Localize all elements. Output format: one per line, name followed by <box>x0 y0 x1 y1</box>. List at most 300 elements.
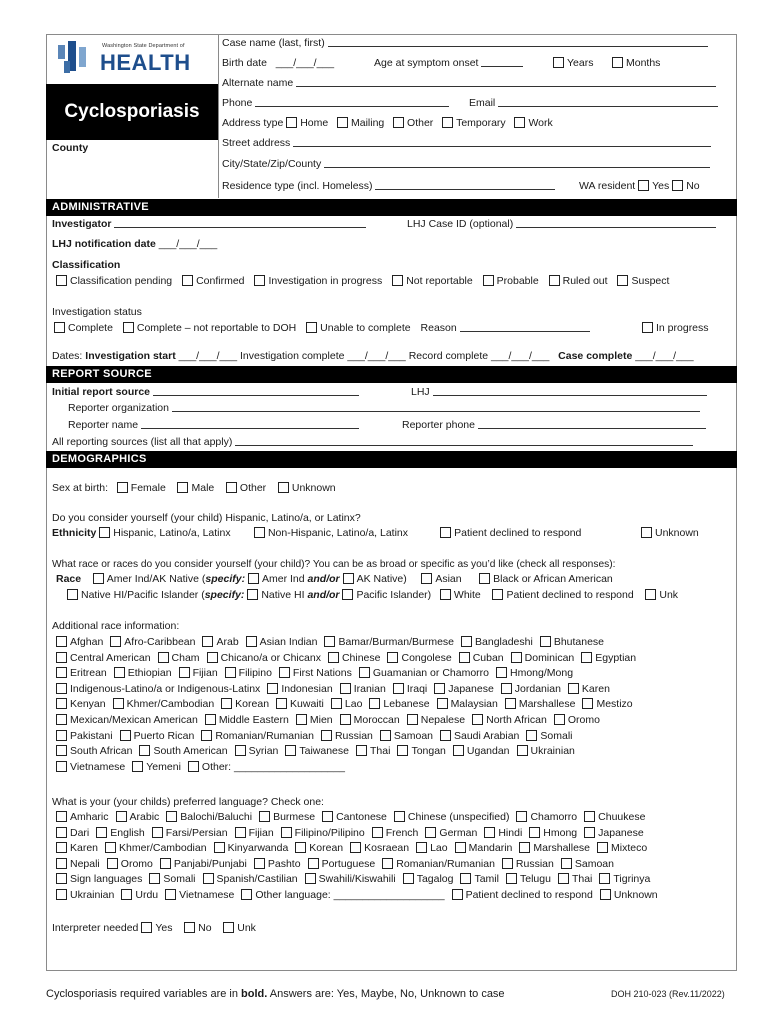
checkbox[interactable] <box>56 667 67 678</box>
race-additional-option[interactable] <box>437 698 498 710</box>
birth-date-field[interactable]: Birth date ___/___/___ <box>222 57 335 69</box>
language-option[interactable] <box>121 889 158 901</box>
race-additional-option[interactable] <box>56 683 260 695</box>
checkbox[interactable] <box>393 683 404 694</box>
race-additional-option[interactable] <box>246 636 318 648</box>
language-label: Hindi <box>498 826 523 839</box>
address-temporary-checkbox[interactable] <box>442 117 453 128</box>
status-in-progress-checkbox[interactable] <box>642 322 653 333</box>
race-additional-option[interactable] <box>179 667 218 679</box>
language-option[interactable] <box>165 889 234 901</box>
language-option[interactable] <box>455 842 513 854</box>
checkbox[interactable] <box>461 636 472 647</box>
checkbox[interactable] <box>113 698 124 709</box>
checkbox[interactable] <box>322 811 333 822</box>
checkbox[interactable] <box>526 730 537 741</box>
classification-confirmed-checkbox[interactable] <box>182 275 193 286</box>
lhj-case-id-field[interactable]: LHJ Case ID (optional) <box>407 218 716 231</box>
race-nh-pi-checkbox[interactable] <box>67 589 78 600</box>
checkbox[interactable] <box>407 714 418 725</box>
checkbox[interactable] <box>160 858 171 869</box>
checkbox[interactable] <box>214 842 225 853</box>
checkbox[interactable] <box>340 683 351 694</box>
checkbox[interactable] <box>517 745 528 756</box>
race-additional-option[interactable] <box>461 636 533 648</box>
street-address-field[interactable]: Street address <box>222 137 711 150</box>
language-option[interactable] <box>558 873 592 885</box>
checkbox[interactable] <box>460 873 471 884</box>
race-ak-native-checkbox[interactable] <box>343 573 354 584</box>
race-additional-option[interactable] <box>321 730 373 742</box>
race-pacific-checkbox[interactable] <box>342 589 353 600</box>
checkbox[interactable] <box>484 827 495 838</box>
checkbox[interactable] <box>207 652 218 663</box>
email-field[interactable]: Email <box>469 97 718 110</box>
checkbox[interactable] <box>116 811 127 822</box>
language-option[interactable] <box>584 827 644 839</box>
checkbox[interactable] <box>356 745 367 756</box>
language-option[interactable] <box>561 858 614 870</box>
checkbox[interactable] <box>296 714 307 725</box>
checkbox[interactable] <box>540 636 551 647</box>
investigation-start-date[interactable]: ___/___/___ <box>178 350 238 362</box>
language-option[interactable] <box>600 889 658 901</box>
race-additional-option[interactable] <box>139 745 227 757</box>
race-additional-option[interactable] <box>554 714 600 726</box>
language-option[interactable] <box>149 873 195 885</box>
checkbox[interactable] <box>105 842 116 853</box>
checkbox[interactable] <box>225 667 236 678</box>
checkbox[interactable] <box>308 858 319 869</box>
checkbox[interactable] <box>321 730 332 741</box>
language-option[interactable] <box>152 827 228 839</box>
investigator-field[interactable]: Investigator <box>52 218 366 231</box>
ethnicity-non-hispanic-checkbox[interactable] <box>254 527 265 538</box>
checkbox[interactable] <box>382 858 393 869</box>
checkbox[interactable] <box>472 714 483 725</box>
checkbox[interactable] <box>455 842 466 853</box>
language-option[interactable] <box>295 842 343 854</box>
race-additional-option[interactable] <box>132 761 181 773</box>
status-not-reportable-checkbox[interactable] <box>123 322 134 333</box>
checkbox[interactable] <box>56 858 67 869</box>
race-additional-option[interactable] <box>235 745 279 757</box>
months-checkbox[interactable]: Months <box>612 57 660 70</box>
sex-male-checkbox[interactable] <box>177 482 188 493</box>
checkbox[interactable] <box>582 698 593 709</box>
residence-type-field[interactable]: Residence type (incl. Homeless) <box>222 180 555 193</box>
checkbox[interactable] <box>437 698 448 709</box>
years-checkbox[interactable]: Years <box>553 57 593 70</box>
race-additional-option[interactable] <box>328 652 381 664</box>
record-complete-date[interactable]: ___/___/___ <box>491 350 550 362</box>
race-additional-option[interactable] <box>158 652 200 664</box>
language-option[interactable] <box>116 811 160 823</box>
race-additional-option[interactable] <box>113 698 215 710</box>
wa-resident-yes-checkbox[interactable] <box>638 180 649 191</box>
race-additional-label: Filipino <box>238 667 272 680</box>
checkbox[interactable] <box>403 873 414 884</box>
race-additional-option[interactable] <box>581 652 636 664</box>
checkbox[interactable] <box>600 889 611 900</box>
checkbox[interactable] <box>380 730 391 741</box>
race-additional-option[interactable] <box>285 745 349 757</box>
race-additional-option[interactable] <box>56 698 106 710</box>
checkbox[interactable] <box>305 873 316 884</box>
race-additional-option[interactable] <box>496 667 573 679</box>
language-option[interactable] <box>506 873 551 885</box>
race-additional-option[interactable] <box>387 652 451 664</box>
race-additional-option[interactable] <box>56 652 151 664</box>
language-option[interactable] <box>322 811 387 823</box>
checkbox[interactable] <box>372 827 383 838</box>
race-additional-option[interactable] <box>56 667 107 679</box>
language-option[interactable] <box>382 858 495 870</box>
language-option[interactable] <box>425 827 477 839</box>
case-complete-date[interactable]: ___/___/___ <box>635 350 694 362</box>
checkbox[interactable] <box>165 889 176 900</box>
race-additional-option[interactable] <box>114 667 172 679</box>
race-additional-option[interactable] <box>582 698 632 710</box>
address-home-checkbox[interactable] <box>286 117 297 128</box>
case-name-field[interactable]: Case name (last, first) <box>222 37 708 50</box>
checkbox[interactable] <box>241 889 252 900</box>
checkbox[interactable] <box>496 667 507 678</box>
interpreter-unk-checkbox[interactable] <box>223 922 234 933</box>
language-option[interactable] <box>214 842 289 854</box>
checkbox[interactable] <box>56 761 67 772</box>
phone-field[interactable]: Phone <box>222 97 449 110</box>
checkbox[interactable] <box>295 842 306 853</box>
checkbox[interactable] <box>584 827 595 838</box>
checkbox[interactable] <box>434 683 445 694</box>
checkbox[interactable] <box>584 811 595 822</box>
language-option[interactable] <box>416 842 448 854</box>
checkbox[interactable] <box>110 636 121 647</box>
race-additional-option[interactable] <box>279 667 352 679</box>
language-option[interactable] <box>105 842 207 854</box>
checkbox[interactable] <box>152 827 163 838</box>
language-option[interactable] <box>203 873 298 885</box>
checkbox[interactable] <box>285 745 296 756</box>
checkbox[interactable] <box>397 745 408 756</box>
status-in-progress[interactable]: In progress <box>642 322 709 335</box>
checkbox[interactable] <box>56 842 67 853</box>
checkbox[interactable] <box>149 873 160 884</box>
status-unable-checkbox[interactable] <box>306 322 317 333</box>
checkbox[interactable] <box>56 811 67 822</box>
race-additional-label: Pakistani <box>70 729 113 742</box>
race-additional-option[interactable] <box>56 761 125 773</box>
checkbox[interactable] <box>502 858 513 869</box>
all-reporting-sources-field[interactable]: All reporting sources (list all that apply) <box>52 436 693 449</box>
language-option[interactable] <box>460 873 499 885</box>
race-additional-option[interactable] <box>202 636 238 648</box>
race-additional-option[interactable] <box>56 714 198 726</box>
checkbox[interactable] <box>350 842 361 853</box>
checkbox[interactable] <box>121 889 132 900</box>
race-additional-option[interactable] <box>56 730 113 742</box>
classification-probable-checkbox[interactable] <box>483 275 494 286</box>
lhj-field[interactable]: LHJ <box>411 386 707 399</box>
checkbox[interactable] <box>179 667 190 678</box>
race-additional-option[interactable] <box>324 636 454 648</box>
checkbox[interactable] <box>501 683 512 694</box>
checkbox[interactable] <box>56 636 67 647</box>
checkbox[interactable] <box>56 730 67 741</box>
sex-other-checkbox[interactable] <box>226 482 237 493</box>
ethnicity-declined-checkbox[interactable] <box>440 527 451 538</box>
race-additional-option[interactable] <box>267 683 332 695</box>
language-option[interactable] <box>372 827 419 839</box>
race-additional-option[interactable] <box>356 745 390 757</box>
checkbox[interactable] <box>416 842 427 853</box>
checkbox[interactable] <box>331 698 342 709</box>
lhj-notification-date-field[interactable]: LHJ notification date ___/___/___ <box>52 238 218 250</box>
race-additional-option[interactable] <box>340 683 386 695</box>
race-additional-option[interactable] <box>472 714 547 726</box>
checkbox[interactable] <box>359 667 370 678</box>
language-option[interactable] <box>394 811 510 823</box>
language-option[interactable] <box>56 873 142 885</box>
checkbox[interactable] <box>558 873 569 884</box>
language-option[interactable] <box>350 842 409 854</box>
checkbox[interactable] <box>139 745 150 756</box>
language-option[interactable] <box>502 858 554 870</box>
race-additional-option[interactable] <box>331 698 363 710</box>
race-additional-option[interactable] <box>340 714 400 726</box>
ethnicity-unknown[interactable]: Unknown <box>641 527 699 540</box>
classification-ruled-out-checkbox[interactable] <box>549 275 560 286</box>
classification-investigation-checkbox[interactable] <box>254 275 265 286</box>
checkbox[interactable] <box>529 827 540 838</box>
language-option[interactable] <box>308 858 376 870</box>
address-mailing-checkbox[interactable] <box>337 117 348 128</box>
language-option[interactable] <box>599 873 650 885</box>
checkbox[interactable] <box>561 858 572 869</box>
language-option[interactable] <box>56 842 98 854</box>
checkbox[interactable] <box>279 667 290 678</box>
race-additional-option[interactable] <box>207 652 321 664</box>
language-option[interactable] <box>56 858 100 870</box>
race-additional-option[interactable] <box>517 745 575 757</box>
language-option[interactable] <box>107 858 153 870</box>
checkbox[interactable] <box>221 698 232 709</box>
race-amer-ind-checkbox[interactable] <box>93 573 104 584</box>
ethnicity-unknown-checkbox[interactable] <box>641 527 652 538</box>
race-additional-option[interactable] <box>434 683 494 695</box>
language-option[interactable] <box>452 889 593 901</box>
language-option[interactable] <box>529 827 577 839</box>
alternate-name-field[interactable]: Alternate name <box>222 77 716 90</box>
checkbox[interactable] <box>202 636 213 647</box>
checkbox[interactable] <box>235 745 246 756</box>
race-additional-option[interactable] <box>56 745 132 757</box>
checkbox[interactable] <box>246 636 257 647</box>
race-amer-ind-specific-checkbox[interactable] <box>248 573 259 584</box>
reporter-name-field[interactable]: Reporter name <box>68 419 359 432</box>
initial-report-source-field[interactable]: Initial report source <box>52 386 359 399</box>
race-declined-checkbox[interactable] <box>492 589 503 600</box>
checkbox[interactable] <box>387 652 398 663</box>
checkbox[interactable] <box>612 57 623 68</box>
checkbox[interactable] <box>568 683 579 694</box>
checkbox[interactable] <box>425 827 436 838</box>
language-option[interactable] <box>597 842 647 854</box>
checkbox[interactable] <box>340 714 351 725</box>
checkbox[interactable] <box>56 889 67 900</box>
interpreter-no-checkbox[interactable] <box>184 922 195 933</box>
checkbox[interactable] <box>56 652 67 663</box>
checkbox[interactable] <box>201 730 212 741</box>
checkbox[interactable] <box>516 811 527 822</box>
language-option[interactable] <box>96 827 144 839</box>
race-additional-option[interactable] <box>440 730 519 742</box>
race-additional-option[interactable] <box>393 683 427 695</box>
checkbox[interactable] <box>324 636 335 647</box>
checkbox[interactable] <box>581 652 592 663</box>
language-label: Pashto <box>267 857 301 870</box>
race-additional-option[interactable] <box>188 761 345 773</box>
language-option[interactable] <box>235 827 274 839</box>
ethnicity-hispanic-checkbox[interactable] <box>99 527 110 538</box>
checkbox[interactable] <box>114 667 125 678</box>
reporter-organization-field[interactable]: Reporter organization <box>68 402 700 415</box>
language-option[interactable] <box>519 842 590 854</box>
checkbox[interactable] <box>56 745 67 756</box>
sex-female-checkbox[interactable] <box>117 482 128 493</box>
language-option[interactable] <box>254 858 301 870</box>
checkbox[interactable] <box>56 698 67 709</box>
classification-pending-checkbox[interactable] <box>56 275 67 286</box>
checkbox[interactable] <box>259 811 270 822</box>
race-additional-option[interactable] <box>359 667 489 679</box>
checkbox[interactable] <box>459 652 470 663</box>
reason-field[interactable] <box>460 322 590 332</box>
checkbox[interactable] <box>511 652 522 663</box>
age-onset-field[interactable]: Age at symptom onset <box>374 57 523 70</box>
checkbox[interactable] <box>554 714 565 725</box>
race-additional-option[interactable] <box>380 730 433 742</box>
address-other-checkbox[interactable] <box>393 117 404 128</box>
race-white-checkbox[interactable] <box>440 589 451 600</box>
race-additional-option[interactable] <box>225 667 272 679</box>
checkbox[interactable] <box>599 873 610 884</box>
language-option[interactable] <box>56 827 89 839</box>
checkbox[interactable] <box>281 827 292 838</box>
language-option[interactable] <box>259 811 315 823</box>
language-option[interactable] <box>160 858 247 870</box>
checkbox[interactable] <box>132 761 143 772</box>
race-additional-option[interactable] <box>276 698 324 710</box>
checkbox[interactable] <box>254 858 265 869</box>
checkbox[interactable] <box>56 714 67 725</box>
checkbox[interactable] <box>394 811 405 822</box>
checkbox[interactable] <box>505 698 516 709</box>
language-option[interactable] <box>56 889 114 901</box>
status-complete-checkbox[interactable] <box>54 322 65 333</box>
language-option[interactable] <box>56 811 109 823</box>
sex-unknown-checkbox[interactable] <box>278 482 289 493</box>
race-additional-option[interactable] <box>501 683 561 695</box>
race-asian-checkbox[interactable] <box>421 573 432 584</box>
race-additional-option[interactable] <box>568 683 610 695</box>
race-additional-option[interactable] <box>397 745 445 757</box>
checkbox[interactable] <box>328 652 339 663</box>
checkbox[interactable] <box>267 683 278 694</box>
checkbox[interactable] <box>166 811 177 822</box>
race-additional-option[interactable] <box>296 714 333 726</box>
race-additional-option[interactable] <box>511 652 575 664</box>
checkbox[interactable] <box>506 873 517 884</box>
race-additional-option[interactable] <box>407 714 465 726</box>
checkbox[interactable] <box>107 858 118 869</box>
race-additional-option[interactable] <box>221 698 269 710</box>
checkbox[interactable] <box>452 889 463 900</box>
county-label[interactable]: County <box>52 142 89 154</box>
checkbox[interactable] <box>235 827 246 838</box>
language-option[interactable] <box>166 811 252 823</box>
race-additional-option[interactable] <box>526 730 572 742</box>
classification-not-reportable-checkbox[interactable] <box>392 275 403 286</box>
wa-resident-no-checkbox[interactable] <box>672 180 683 191</box>
race-additional-option[interactable] <box>201 730 314 742</box>
race-additional-option[interactable] <box>56 636 103 648</box>
race-additional-option[interactable] <box>205 714 289 726</box>
language-option[interactable] <box>584 811 645 823</box>
checkbox[interactable] <box>188 761 199 772</box>
classification-suspect-checkbox[interactable] <box>617 275 628 286</box>
checkbox[interactable] <box>56 683 67 694</box>
language-option[interactable] <box>241 889 444 901</box>
race-additional-option[interactable] <box>540 636 604 648</box>
race-additional-option[interactable] <box>453 745 510 757</box>
checkbox[interactable] <box>203 873 214 884</box>
checkbox[interactable] <box>56 873 67 884</box>
checkbox[interactable] <box>120 730 131 741</box>
language-option[interactable] <box>305 873 396 885</box>
checkbox[interactable] <box>440 730 451 741</box>
race-additional-option[interactable] <box>505 698 576 710</box>
checkbox[interactable] <box>553 57 564 68</box>
reporter-phone-field[interactable]: Reporter phone <box>402 419 706 432</box>
checkbox[interactable] <box>597 842 608 853</box>
checkbox[interactable] <box>205 714 216 725</box>
checkbox[interactable] <box>369 698 380 709</box>
address-work-checkbox[interactable] <box>514 117 525 128</box>
race-black-checkbox[interactable] <box>479 573 490 584</box>
checkbox[interactable] <box>56 827 67 838</box>
checkbox[interactable] <box>158 652 169 663</box>
checkbox[interactable] <box>453 745 464 756</box>
language-option[interactable] <box>281 827 365 839</box>
race-unk-checkbox[interactable] <box>645 589 656 600</box>
race-additional-option[interactable] <box>459 652 504 664</box>
interpreter-yes-checkbox[interactable] <box>141 922 152 933</box>
language-option[interactable] <box>403 873 454 885</box>
race-additional-option[interactable] <box>120 730 195 742</box>
race-native-hi-checkbox[interactable] <box>247 589 258 600</box>
checkbox[interactable] <box>96 827 107 838</box>
checkbox[interactable] <box>519 842 530 853</box>
race-additional-option[interactable] <box>369 698 429 710</box>
race-additional-option[interactable] <box>110 636 195 648</box>
city-state-field[interactable]: City/State/Zip/County <box>222 158 710 171</box>
investigation-complete-date[interactable]: ___/___/___ <box>347 350 406 362</box>
checkbox[interactable] <box>276 698 287 709</box>
language-option[interactable] <box>484 827 522 839</box>
language-option[interactable] <box>516 811 577 823</box>
